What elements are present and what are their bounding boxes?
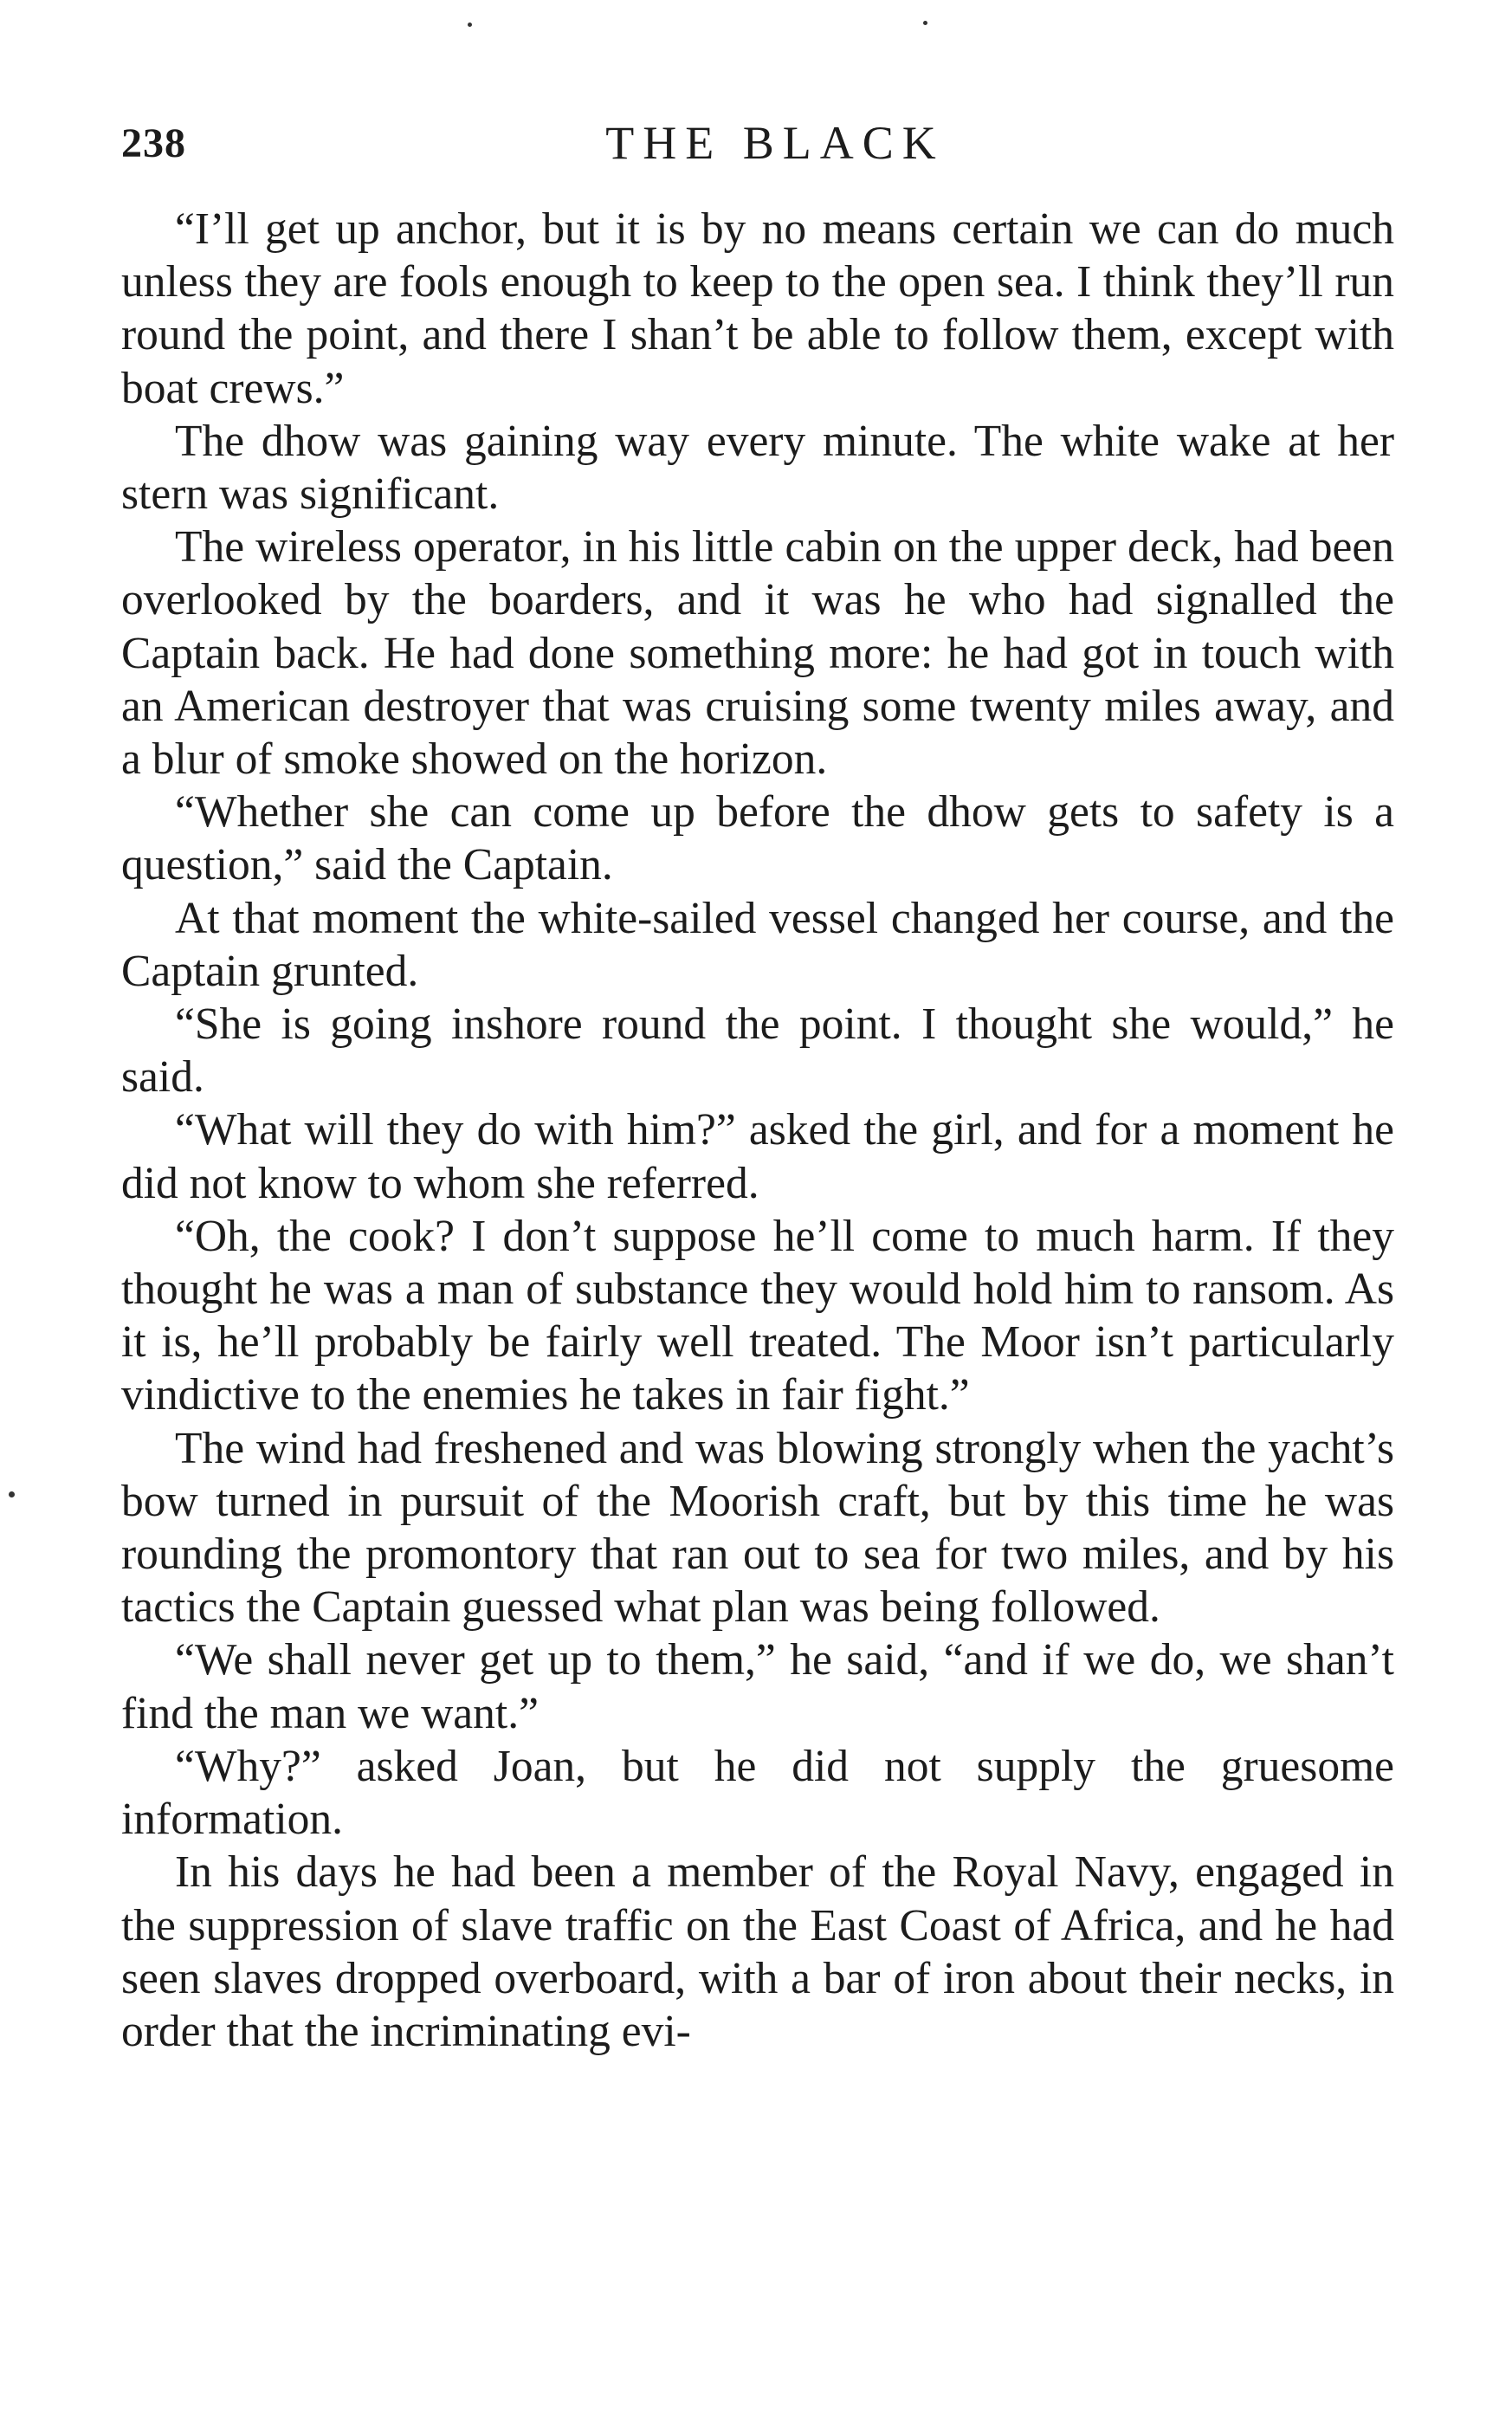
page-header — [121, 113, 1394, 182]
paragraph: “Why?” asked Joan, but he did not supply the gruesome information. — [121, 1741, 1394, 1845]
paragraph: “We shall never get up to them,” he said, “and if we do, we shan’t find the man we want.” — [121, 1635, 1394, 1738]
scan-speck — [9, 1491, 15, 1497]
paragraph: In his days he had been a member of the Royal Navy, engaged in the suppression of slave traffic on the East Coast of Africa, and he had seen slaves dropped overboard, with a bar of iron about their necks, in order that the incriminating evi- — [121, 1847, 1394, 2056]
paragraph: At that moment the white-sailed vessel changed her course, and the Captain grunted. — [121, 893, 1394, 996]
paragraph: The wind had freshened and was blowing strongly when the yacht’s bow turned in pursuit of the Moorish craft, but by this time he was rounding the promontory that ran out to sea for two miles, and by his tactics the Captain guessed what plan was being followed. — [121, 1423, 1394, 1633]
paragraph: “What will they do with him?” asked the girl, and for a moment he did not know to whom she referred. — [121, 1105, 1394, 1208]
page-number: 238 — [121, 120, 186, 166]
paragraph: “She is going inshore round the point. I thought she would,” he said. — [121, 999, 1394, 1103]
paragraph: The wireless operator, in his little cabin on the upper deck, had been overlooked by the boarders, and it was he who had signalled the Captain back. He had done something more: he had got in touch with an American destroyer that was cruising some twenty miles away, and a blur of smoke showed on the horizon. — [121, 522, 1394, 785]
scan-speck — [923, 21, 927, 25]
paragraph: “I’ll get up anchor, but it is by no means certain we can do much unless they are fools enough to keep to the open sea. I think they’ll run round the point, and there I shan’t be able to follow them, except with boat crews.” — [121, 204, 1394, 413]
paragraph: The dhow was gaining way every minute. The white wake at her stern was significant. — [121, 416, 1394, 520]
body-text — [121, 203, 1394, 2058]
scan-speck — [468, 23, 472, 27]
paragraph: “Oh, the cook? I don’t suppose he’ll come to much harm. If they thought he was a man of substance they would hold him to ransom. As it is, he’ll probably be fairly well treated. The Moor isn’t particularly vindictive to the enemies he takes in fair fight.” — [121, 1211, 1394, 1420]
running-head: THE BLACK — [605, 117, 945, 169]
paragraph: “Whether she can come up before the dhow gets to safety is a question,” said the Captain. — [121, 787, 1394, 890]
